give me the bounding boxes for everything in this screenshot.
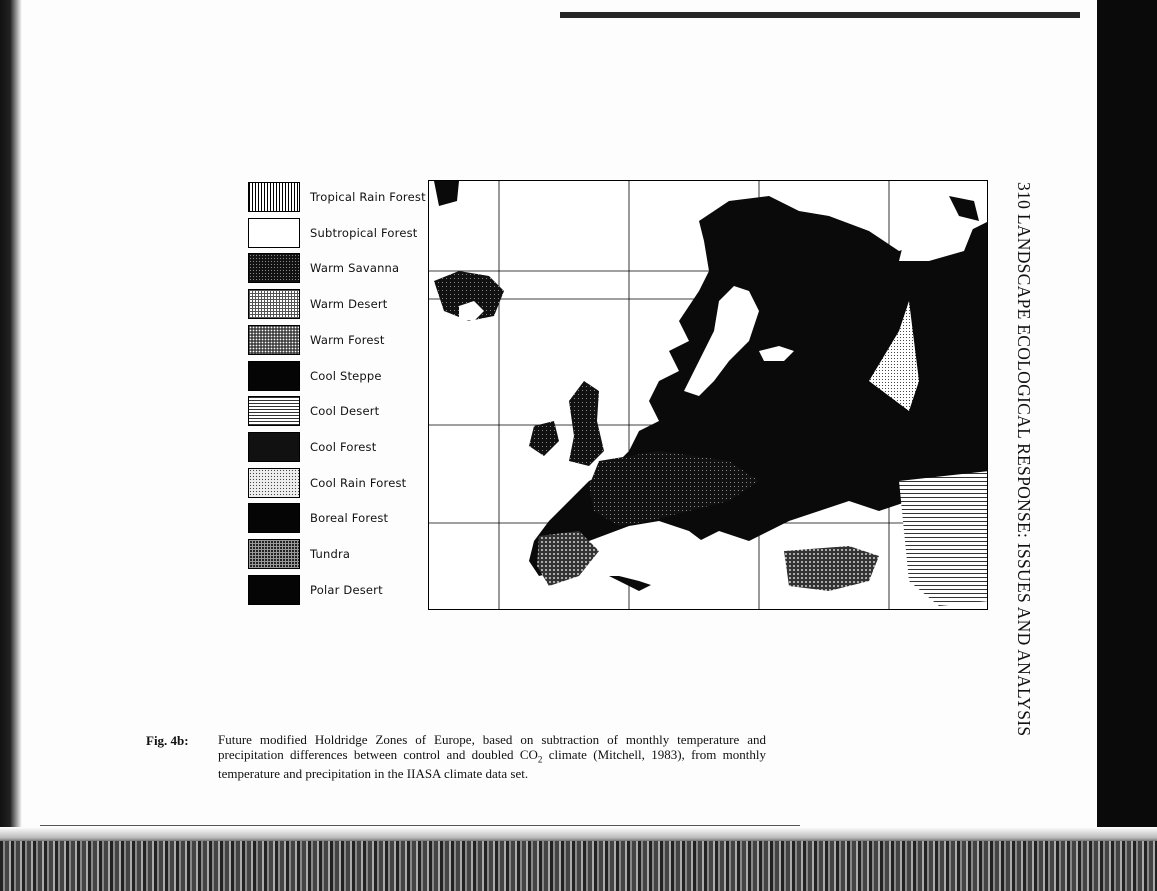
legend-swatch	[248, 218, 300, 248]
legend-label: Polar Desert	[310, 582, 383, 597]
legend-label: Warm Savanna	[310, 261, 400, 276]
legend-label: Tropical Rain Forest	[310, 190, 426, 204]
caption-text-part1: Future modified Holdridge Zones of Europe, based on subtraction of monthly temperature and precipitation differences between control and doubled CO	[218, 732, 766, 762]
legend-swatch	[248, 396, 300, 426]
legend-label: Cool Rain Forest	[310, 475, 407, 490]
caption-text-part2: climate (Mitchell, 1983), from monthly temperature and precipitation in the IIASA climate data set.	[218, 746, 766, 781]
legend-label: Cool Steppe	[310, 368, 382, 383]
running-title	[1006, 182, 1036, 772]
legend-item	[248, 396, 448, 426]
legend-label: Cool Desert	[310, 404, 380, 419]
legend-item	[248, 361, 448, 391]
legend-item	[248, 289, 448, 319]
legend-swatch	[248, 361, 300, 391]
legend-swatch	[248, 253, 300, 283]
legend-item	[248, 503, 448, 533]
figure-caption	[218, 733, 766, 781]
legend-swatch	[248, 325, 300, 355]
scan-bottom-edge	[0, 841, 1157, 891]
legend-swatch	[248, 432, 300, 462]
legend-swatch	[248, 575, 300, 605]
map-figure	[429, 181, 988, 610]
caption-subscript: 2	[537, 754, 543, 765]
legend-item	[248, 432, 448, 462]
scan-right-edge	[1097, 0, 1157, 891]
legend-item	[248, 218, 448, 248]
scan-left-edge	[0, 0, 22, 891]
scan-top-edge	[560, 12, 1080, 18]
legend-swatch	[248, 182, 300, 212]
legend-swatch	[248, 503, 300, 533]
legend-label: Subtropical Forest	[310, 225, 418, 240]
legend-item	[248, 253, 448, 283]
legend-label: Warm Desert	[310, 297, 388, 312]
legend-item	[248, 575, 448, 605]
legend-swatch	[248, 289, 300, 319]
europe-map	[428, 180, 988, 610]
legend-item	[248, 539, 448, 569]
running-title-text: 310 LANDSCAPE ECOLOGICAL RESPONSE: ISSUES AND ANALYSIS	[1014, 182, 1034, 737]
legend-label: Cool Forest	[310, 439, 377, 454]
figure-label: Fig. 4b:	[146, 733, 189, 748]
legend-item	[248, 325, 448, 355]
legend-item	[248, 182, 448, 212]
legend-label: Warm Forest	[310, 332, 385, 347]
landmass	[434, 181, 988, 606]
legend-label: Boreal Forest	[310, 511, 389, 526]
page-rule	[40, 825, 800, 826]
legend-swatch	[248, 539, 300, 569]
legend-swatch	[248, 468, 300, 498]
legend-label: Tundra	[310, 547, 351, 561]
legend-item	[248, 468, 448, 498]
